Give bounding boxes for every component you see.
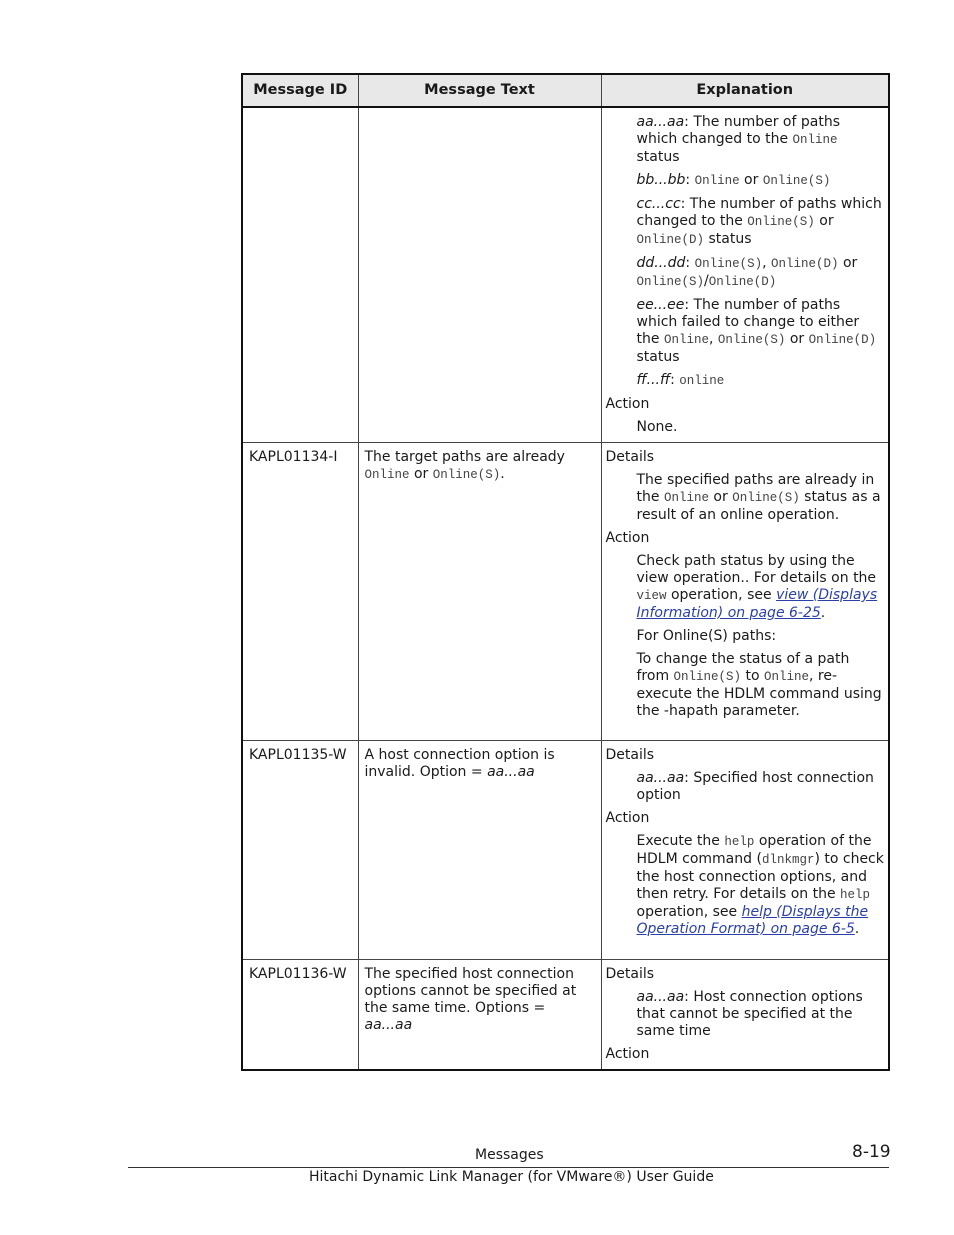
table-header-row [242, 74, 889, 107]
message-text-cell: The target paths are already Online or Online(S). [358, 443, 601, 741]
header-message-text: Message Text [358, 74, 601, 107]
view-operation-link[interactable]: view (Displays Information) on page 6-25 [636, 587, 878, 621]
variable-cc: cc...cc: The number of paths which changed to the Online(S) or Online(D) status [636, 196, 882, 247]
message-text-cell: The specified host connection options cannot be specified at the same time. Options = aa...aa [358, 960, 601, 1071]
action-text: Execute the help operation of the HDLM command (dlnkmgr) to check the host connection options, and then retry. For details on the help operation, see help (Displays the Operation Format) on page 6-5. [636, 833, 884, 937]
action-label: Action [605, 396, 650, 412]
footer-divider [128, 1167, 889, 1168]
details-text: aa...aa: Host connection options that cannot be specified at the same time [636, 989, 863, 1039]
action-label: Action [605, 530, 650, 546]
action-text: None. [636, 419, 678, 435]
page-number: 8-19 [852, 1142, 891, 1162]
variable-bb: bb...bb: Online or Online(S) [636, 172, 831, 188]
explanation-cell [601, 443, 889, 741]
details-label: Details [605, 449, 655, 465]
details-text: The specified paths are already in the Online or Online(S) status as a result of an online operation. [636, 472, 881, 523]
message-id-cell: KAPL01136-W [242, 960, 358, 1071]
variable-dd: dd...dd: Online(S), Online(D) or Online(S)/Online(D) [636, 255, 858, 289]
table-row [242, 741, 889, 960]
header-explanation: Explanation [601, 74, 889, 107]
variable-ee: ee...ee: The number of paths which failed to change to either the Online, Online(S) or Online(D) status [636, 297, 877, 365]
action-label: Action [605, 1046, 650, 1062]
table-row [242, 107, 889, 443]
explanation-cell [601, 741, 889, 960]
details-text: aa...aa: Specified host connection option [636, 770, 874, 803]
footer-section-name: Messages [475, 1147, 544, 1163]
variable-ff: ff...ff: online [636, 372, 725, 388]
table-row [242, 960, 889, 1071]
table-row [242, 443, 889, 741]
action-text: Check path status by using the view operation.. For details on the view operation, see view (Displays Information) on page 6-25. [636, 553, 878, 621]
message-table [241, 73, 890, 1071]
details-label: Details [605, 966, 655, 982]
message-text-cell: A host connection option is invalid. Option = aa...aa [358, 741, 601, 960]
message-text-cell [358, 107, 601, 443]
explanation-cell [601, 960, 889, 1071]
header-message-id: Message ID [242, 74, 358, 107]
message-id-cell: KAPL01135-W [242, 741, 358, 960]
help-operation-link[interactable]: help (Displays the Operation Format) on page 6-5 [636, 904, 869, 937]
action-text: For Online(S) paths: [636, 628, 777, 644]
variable-aa: aa...aa: The number of paths which changed to the Online status [636, 114, 840, 165]
action-label: Action [605, 810, 650, 826]
footer-document-title: Hitachi Dynamic Link Manager (for VMware®) User Guide [309, 1169, 714, 1185]
action-text: To change the status of a path from Online(S) to Online, re-execute the HDLM command using the -hapath parameter. [636, 651, 882, 719]
explanation-cell [601, 107, 889, 443]
message-id-cell [242, 107, 358, 443]
details-label: Details [605, 747, 655, 763]
message-id-cell: KAPL01134-I [242, 443, 358, 741]
